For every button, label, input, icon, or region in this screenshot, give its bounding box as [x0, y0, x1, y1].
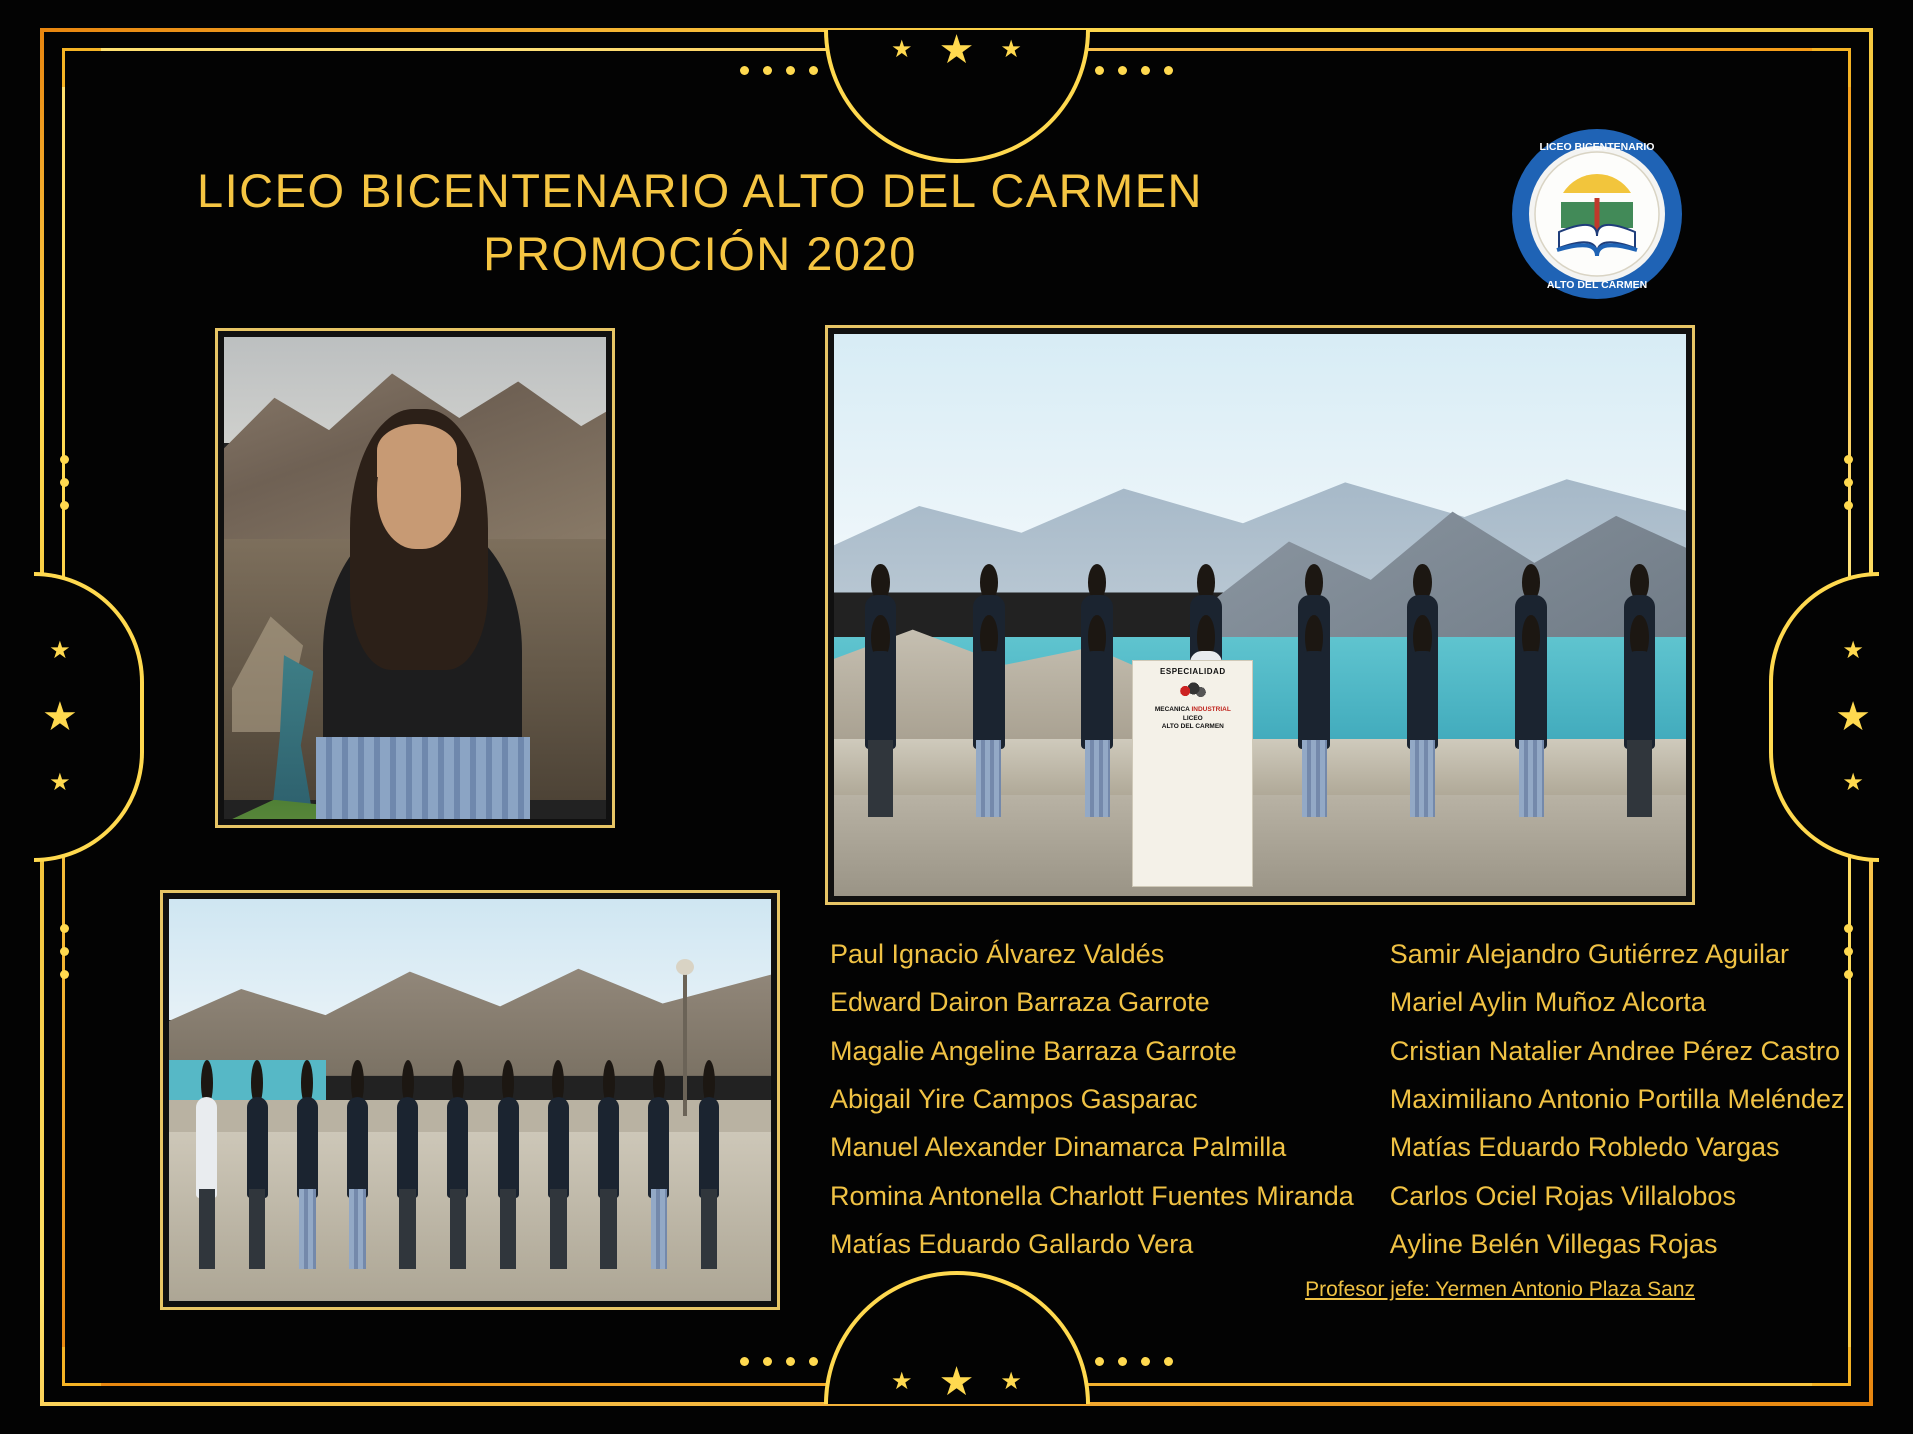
group-photo-at-reservoir	[825, 325, 1695, 905]
title-line-promotion: PROMOCIÓN 2020	[483, 226, 917, 280]
top-star-ornament-group	[891, 30, 1022, 70]
dot-ornament-right-upper	[1844, 455, 1853, 510]
list-item: Maximiliano Antonio Portilla Meléndez	[1389, 1083, 1845, 1114]
corner-line-top-left	[62, 48, 101, 87]
names-column-right	[1390, 930, 1845, 1268]
gears-icon	[1180, 682, 1206, 700]
star-icon: ★	[49, 637, 71, 664]
list-item: Carlos Ociel Rojas Villalobos	[1389, 1180, 1736, 1211]
left-star-ornament-group	[42, 639, 78, 795]
svg-text:LICEO BICENTENARIO: LICEO BICENTENARIO	[1539, 141, 1655, 153]
star-icon: ★	[42, 695, 78, 739]
dot-ornament-top-left	[740, 66, 818, 75]
list-item: Edward Dairon Barraza Garrote	[830, 987, 1210, 1018]
list-item: Matías Eduardo Gallardo Vera	[830, 1228, 1194, 1259]
page-title	[0, 160, 1400, 285]
dot-ornament-bottom-left	[740, 1357, 818, 1366]
students-group	[193, 1060, 723, 1269]
star-icon: ★	[891, 1368, 913, 1395]
list-item: Mariel Aylin Muñoz Alcorta	[1389, 987, 1706, 1018]
title-line-school: LICEO BICENTENARIO ALTO DEL CARMEN	[196, 164, 1203, 217]
school-logo	[1511, 128, 1683, 300]
corner-line-bottom-right	[1812, 1347, 1851, 1386]
list-item: Cristian Natalier Andree Pérez Castro	[1389, 1035, 1840, 1066]
banner-text	[1133, 706, 1252, 732]
dot-ornament-top-right	[1095, 66, 1173, 75]
banner-line1-highlight: INDUSTRIAL	[1191, 705, 1231, 713]
head-teacher-label: Profesor jefe: Yermen Antonio Plaza Sanz	[1305, 1278, 1695, 1301]
graduate-names-list	[830, 930, 1845, 1268]
star-icon: ★	[1000, 36, 1022, 63]
banner-line2: LICEO	[1182, 714, 1203, 722]
names-column-left	[830, 930, 1354, 1268]
banner-line3: ALTO DEL CARMEN	[1161, 723, 1224, 731]
student-portrait-photo	[215, 328, 615, 828]
list-item: Magalie Angeline Barraza Garrote	[830, 1035, 1237, 1066]
banner-heading: ESPECIALIDAD	[1160, 666, 1226, 676]
svg-text:ALTO DEL CARMEN: ALTO DEL CARMEN	[1546, 279, 1648, 291]
dot-ornament-left-lower	[60, 924, 69, 979]
front-row-students	[860, 615, 1661, 817]
corner-line-top-right	[1812, 48, 1851, 87]
star-icon: ★	[1842, 769, 1864, 796]
bottom-star-ornament-group	[891, 1362, 1022, 1402]
star-icon: ★	[938, 1360, 975, 1404]
star-icon: ★	[891, 36, 913, 63]
specialty-banner	[1132, 660, 1253, 887]
photo-content	[224, 337, 606, 819]
right-star-ornament-group	[1835, 639, 1871, 795]
dot-ornament-bottom-right	[1095, 1357, 1173, 1366]
star-icon: ★	[1835, 695, 1871, 739]
dot-ornament-right-lower	[1844, 924, 1853, 979]
list-item: Romina Antonella Charlott Fuentes Miranda	[830, 1180, 1354, 1211]
list-item: Abigail Yire Campos Gasparac	[830, 1083, 1198, 1114]
star-icon: ★	[1842, 637, 1864, 664]
list-item: Samir Alejandro Gutiérrez Aguilar	[1389, 939, 1789, 969]
star-icon: ★	[49, 769, 71, 796]
photo-content	[834, 334, 1686, 896]
banner-line1: MECANICA	[1154, 705, 1190, 713]
group-photo-on-path	[160, 890, 780, 1310]
photo-content	[169, 899, 771, 1301]
list-item: Manuel Alexander Dinamarca Palmilla	[830, 1132, 1287, 1163]
list-item: Ayline Belén Villegas Rojas	[1389, 1228, 1718, 1259]
star-icon: ★	[1000, 1368, 1022, 1395]
corner-line-bottom-left	[62, 1347, 101, 1386]
dot-ornament-left-upper	[60, 455, 69, 510]
star-icon: ★	[938, 28, 975, 72]
list-item: Paul Ignacio Álvarez Valdés	[830, 939, 1165, 969]
list-item: Matías Eduardo Robledo Vargas	[1389, 1132, 1780, 1163]
